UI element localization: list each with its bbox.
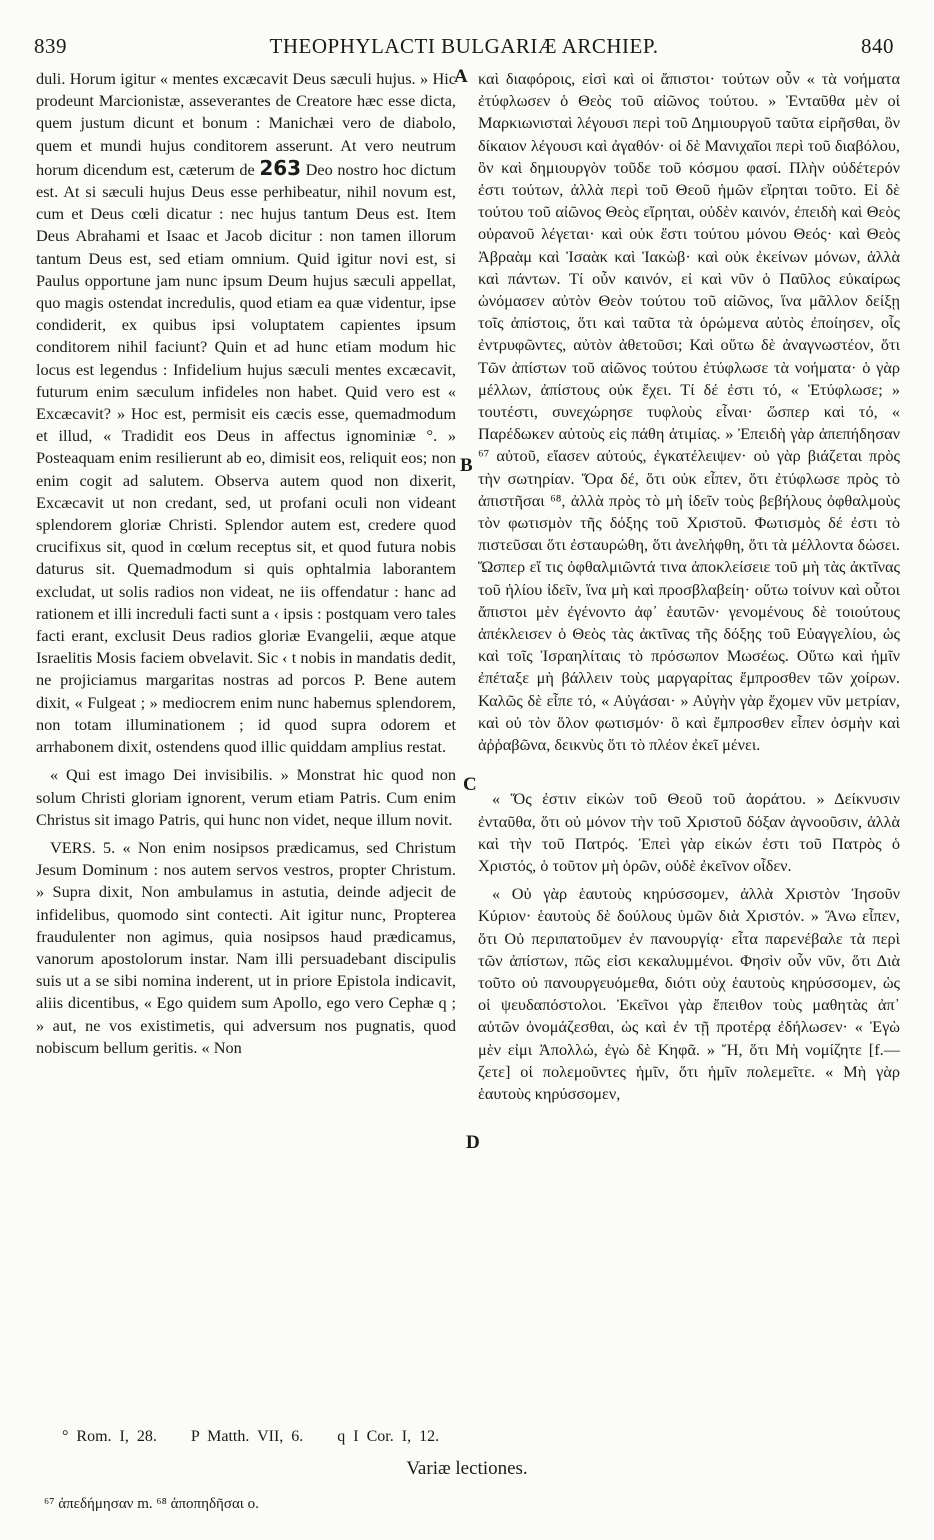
page-header [34,34,894,64]
page-number-left: 839 [34,34,67,58]
section-marker-a: A [454,66,468,87]
greek-paragraph-2: « Ὅς ἐστιν εἰκὼν τοῦ Θεοῦ τοῦ ἀοράτου. » Δείκνυσιν ἐνταῦθα, ὅτι οὐ μόνον τὴν τοῦ Χριστοῦ δόξαν ἀγνοοῦσιν, ἀλλὰ καὶ τὴν τοῦ Πατρός. Ἐπεὶ γὰρ εἰκών ἐστι τοῦ Πατρὸς ὁ Χριστός, ὁ τοῦτον μὴ ὁρῶν, οὐδὲ ἐκεῖνον οἶδεν. [478,789,900,875]
greek-paragraph-1: καὶ διαφόροις, εἰσὶ καὶ οἱ ἄπιστοι· τούτων οὖν « τὰ νοήματα ἐτύφλωσεν ὁ Θεὸς τοῦ αἰῶνος τούτου. » Ἐνταῦθα μὲν οἱ Μαρκιωνισταὶ λέγουσι περὶ τοῦ Δημιουργοῦ ταῦτα εἰρῆσθαι, ὃν δίκαιον λέγουσι καὶ ἀγαθόν· οἱ δὲ Μανιχαῖοι περὶ τοῦ διαβόλου, ὃν καὶ δημιουργὸν τοῦδε τοῦ κόσμου φασί. Πλὴν οὐδέτερόν ἐστι τούτων, ἀλλὰ περὶ τοῦ Θεοῦ ἡμῶν εἴρηται τοῦτο. Εἰ δὲ τούτου τοῦ αἰῶνος Θεὸς εἴρηται, οὐδὲν καινόν, ἐπειδὴ καὶ Θεὸς οὐρανοῦ λέγεται· καὶ οὐκ ἔστι τούτου μόνου Θεός· καὶ Θεὸς Ἀβραὰμ καὶ Ἰσαὰκ καὶ Ἰακὼβ· καὶ οὐκ ἐκείνων μόνων, ἀλλὰ καὶ πάντων. Τί οὖν καινόν, εἰ καὶ νῦν ὁ Παῦλος εὐκαίρως ὠνόμασεν αὐτὸν Θεὸν τούτου τοῦ αἰῶνος, ἵνα μᾶλλον δείξῃ τοῖς ἀπίστοις, ὅτι καὶ ταῦτα τὰ ὁρώμενα αὐτὸς ἐποίησεν, οἷς ἐντρυφῶντες, αὐτὸν ἀθετοῦσι; Καὶ οὕτω δὲ ἀναγνωστέον, ὅτι Τῶν ἀπίστων τοῦ αἰῶνος τούτου ἐτύφλωσε τὰ νοήματα· ὁ γὰρ μέλλων, ἀπίστους οὐκ ἔχει. Τί δέ ἐστι τό, « Ἐτύφλωσε; » τουτέστι, συνεχώρησε τυφλοὺς εἶναι· ὥσπερ καὶ τό, « Παρέδωκεν αὐτοὺς εἰς πάθη ἀτιμίας. » Ἐπειδὴ γὰρ ἀπεπήδησαν ⁶⁷ αὐτοῦ, εἴασεν αὐτούς, ἐγκατέλειψεν· οὐ γὰρ βιάζεται πρὸς τὴν σωτηρίαν. Ὅρα δέ, ὅτι οὐκ εἶπεν, ὅτι ἐτύφλωσε πρὸς τὸ ἀπιστῆσαι ⁶⁸, ἀλλὰ πρὸς τὸ μὴ ἰδεῖν τοὺς βεβήλους ὀφθαλμοὺς τὸν φωτισμὸν τῆς δόξης τοῦ Χριστοῦ. Φωτισμὸς δέ ἐστι τὸ πιστεῦσαι ὅτι ἐσταυρώθη, ὅτι ἀνελήφθη, ὅτι τὰ μέλλοντα δώσει. Ὥσπερ εἴ τις ὀφθαλμιῶντά τινα ἀποκλείσειε τοῦ μὴ τὰς ἀκτῖνας τοῦ ἡλίου ἰδεῖν, ἵνα μὴ καὶ προσβλαβείη· οὕτω τοίνυν καὶ οὗτοι ἄπιστοι μὲν ἐγένοντο ἀφ᾽ ἑαυτῶν· γενομένους δὲ τοιούτους ἀπέκλεισεν ὁ Θεὸς τὰς ἀκτῖνας τῆς δόξης τοῦ Εὐαγγελίου, ὡς καὶ τοῖς Ἰσραηλίταις τὸ πρόσωπον Μωσέως. Οὕτω καὶ ἡμῖν ἐπέταξε μὴ βάλλειν τοὺς μαργαρίτας ἔμπροσθεν τῶν χοίρων. Καλῶς δὲ εἶπε τό, « Αὐγάσαι· » Αὐγὴν γὰρ ἔχομεν νῦν μετρίαν, καὶ οὐ τὸν ὅλον φωτισμόν· ὃ καὶ ἔμπροσθεν εἶπεν ὀσμὴν καὶ ἀῤῥαβῶνα, δεικνὺς ὅτι τὸ πλέον ἐκεῖ μένει. [478,69,900,755]
latin-paragraph-1 [36,68,456,758]
column-number-263: 263 [259,155,302,180]
footnote-2: P Matth. VII, 6. [190,1428,304,1445]
footnote-1: ° Rom. I, 28. [62,1428,157,1445]
latin-paragraph-1-part-a: duli. Horum igitur « mentes excæcavit Deus sæculi hujus. » Hic prodeunt Marcionistæ, asseverantes de Creatore hæc esse dicta, quem justum dicunt et bonum : Manichæi vero de diabolo, quem et mundi hujus conditorem asserunt. At vero neutrum horum dicendum est, cæterum de [36,69,456,179]
latin-paragraph-1-part-b: Deo nostro hoc dictum est. At si sæculi hujus Deus esse perhibeatur, nihil novum est, cum et Deus cœli dicatur : nec hujus tantum Deus est. Item Deus Abrahami et Isaac et Jacob dicitur : non tamen illorum tantum Deus est, sed etiam omnium. Quid igitur novi est, si Paulus opportune jam nunc ipsum Deum hujus sæculi appellat, quo magis ostendat incredulis, quod etiam ea quæ videntur, ipse condiderit, ex quibus ipsi voluptatem capientes ipsum conditorem nihil faciunt? Quin et ad hunc etiam modum hic locus est legendus : Infidelium hujus sæculi mentes excæcavit, futurum enim sæculum infideles non habet. Quid vero est « Excæcavit? » Hoc est, permisit eis cæcis esse, quemadmodum et illud, « Tradidit eos Deus in affectus ignominiæ °. » Posteaquam enim resilierunt ab eo, dimisit eos, reliquit eos; non enim cogit ad salutem. Observa autem quod non dixerit, Excæcavit ut non credant, sed, ut profani oculi non videant splendorem gloriæ Christi. Splendor autem est, credere quod crucifixus sit, quod in cœlum receptus sit, et quod futura nobis daturus sit. Quemadmodum si quis ophtalmia laborantem excludat, ut solis radios non videat, ne iis offendatur : hanc ad rationem et illi increduli facti sunt a ‹ ipsis : postquam vero tales facti erant, exclusit Deus radios gloriæ Evangelii, æque atque Israelitis Mosis faciem obvelavit. Sic ‹ t nobis in mandatis dedit, ne projiciamus margaritas nostras ad porcos P. Bene autem dixit, « Fulgeat ; » mediocrem enim nunc habemus splendorem, non totam illuminationem ; id quod supra odorem et arrhabonem dixit, ostendens quod illic quiddam amplius restat. [36,159,457,757]
page-number-right: 840 [861,34,894,58]
greek-column [478,68,900,1105]
section-marker-c: C [463,774,477,795]
greek-paragraph-3: « Οὐ γὰρ ἑαυτοὺς κηρύσσομεν, ἀλλὰ Χριστὸν Ἰησοῦν Κύριον· ἑαυτοὺς δὲ δούλους ὑμῶν διὰ Χριστόν. » Ἄνω εἶπεν, ὅτι Οὐ περιπατοῦμεν ἐν πανουργίᾳ· εἶτα παρενέβαλε τὰ περὶ τῶν ἀπίστων, πῶς εἰσι κεκαλυμμένοι. Φησὶν οὖν νῦν, ὅτι Διὰ τοῦτο οὐ πανουργευόμεθα, διότι οὐχ ἑαυτοὺς κηρύσσομεν, ὡς οἱ ψευδαπόστολοι. Ἐκεῖνοι γὰρ ἔπειθον τοὺς μαθητὰς ἀπ᾽ αὐτῶν ὀνομάζεσθαι, ὡς καὶ ἐν τῇ προτέρᾳ ἐδήλωσεν· « Ἐγὼ μὲν εἰμι Ἀπολλώ, ἐγὼ δὲ Κηφᾶ. » Ἤ, ὅτι Μὴ νομίζητε [f.— ζετε] οἱ πολεμοῦντες ἡμῖν, ὅτι ἡμῖν πολεμεῖτε. « Μὴ γὰρ ἑαυτοὺς κηρύσσομεν, [478,884,900,1103]
latin-paragraph-3: VERS. 5. « Non enim nosipsos prædicamus, sed Christum Jesum Dominum : nos autem servos vestros, propter Christum. » Supra dixit, Non ambulamus in astutia, deinde adjecit de infidelibus, quomodo sint contecti. Ait igitur nunc, Propterea fraudulenter non agimus, quia nosipsos haud prædicamus, vanorum apostolorum instar. Nam illi persuadebant discipulis suis ut a se sibi nomina inderent, ut in priore Epistola indicavit, aliis dicentibus, « Ego quidem sum Apollo, ego vero Cephæ q ; » aut, ne vos existimetis, qui adversum nos pugnatis, quod nobiscum bellum geritis. « Non [36,837,456,1057]
footnote-3: q I Cor. I, 12. [337,1428,440,1445]
latin-column [36,68,456,1059]
running-title: THEOPHYLACTI BULGARIÆ ARCHIEP. [269,34,659,58]
section-marker-d: D [466,1132,480,1153]
variae-lectiones-heading: Variæ lectiones. [406,1458,528,1479]
latin-paragraph-2: « Qui est imago Dei invisibilis. » Monstrat hic quod non solum Christi gloriam ignorent, verum etiam Patris. Cum enim Christus sit imago Patris, qui hunc non videt, neque illum novit. [36,765,456,829]
section-marker-b: B [460,455,473,476]
variae-lectiones-text: ⁶⁷ ἀπεδήμησαν m. ⁶⁸ ἀποπηδῆσαι o. [44,1496,259,1512]
footnotes [62,1428,465,1446]
